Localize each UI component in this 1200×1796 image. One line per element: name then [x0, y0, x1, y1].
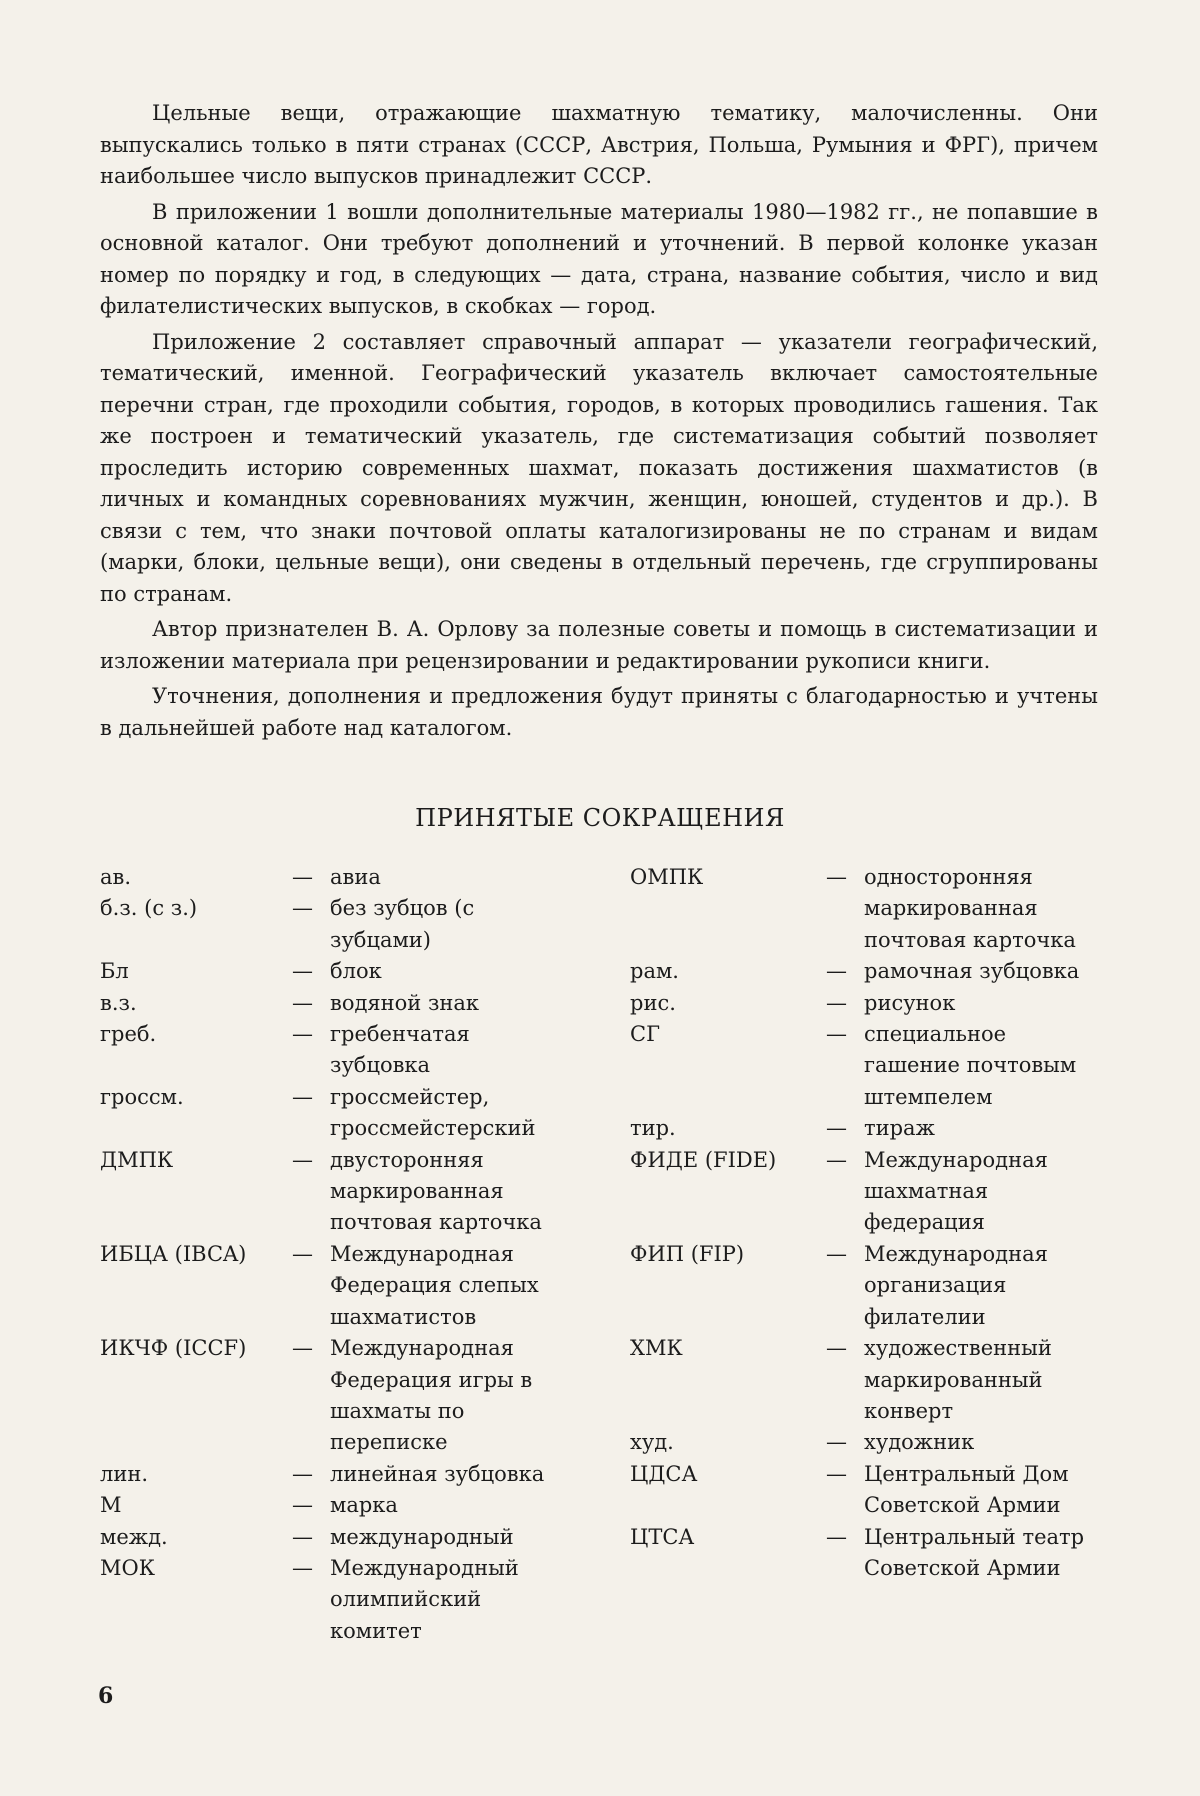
abbreviation-entry [100, 1522, 570, 1553]
abbreviation-entry [630, 988, 1100, 1019]
abbreviation-entry [100, 1459, 570, 1490]
abbreviation-term: ФИП (FIP) [630, 1241, 745, 1266]
abbreviation-term: рам. [630, 959, 679, 984]
abbreviation-dash: — [826, 1336, 847, 1361]
abbreviation-term: ИБЦА (IBCA) [100, 1241, 247, 1266]
abbreviation-dash: — [826, 1022, 847, 1047]
abbreviation-dash: — [826, 1116, 847, 1141]
abbreviation-definition: двусторонняя маркированная почтовая карточка [330, 1147, 542, 1235]
abbreviation-term: худ. [630, 1430, 674, 1455]
abbreviation-entry [630, 1427, 1100, 1458]
abbreviation-entry [100, 1239, 570, 1333]
abbreviation-dash: — [292, 1524, 313, 1549]
abbreviation-definition: специальное гашение почтовым штемпелем [864, 1022, 1077, 1109]
abbreviation-dash: — [292, 1241, 313, 1266]
abbreviation-entry [630, 862, 1100, 956]
abbreviation-term: тир. [630, 1116, 676, 1141]
abbreviation-entry [630, 1459, 1100, 1522]
abbreviation-term: ЦДСА [630, 1461, 698, 1486]
abbreviation-definition: тираж [864, 1116, 935, 1141]
abbreviation-term: ЦТСА [630, 1524, 695, 1549]
abbreviation-entry [100, 1082, 570, 1145]
abbreviation-term: ав. [100, 865, 132, 889]
paragraph: Приложение 2 составляет справочный аппарат — указатели географический, тематический, именной. Географический указатель включает самостоятельные перечни стран, где проходили события, городов, в которых проводились гашения. Так же построен и тематический указатель, где систематизация событий позволяет проследить историю современных шахмат, показать достижения шахматистов (в личных и командных соревнованиях мужчин, женщин, юношей, студентов и др.). В связи с тем, что знаки почтовой оплаты каталогизированы не по странам и видам (марки, блоки, цельные вещи), они сведены в отдельный перечень, где сгруппированы по странам. [100, 329, 1098, 606]
abbreviation-definition: Международная шахматная федерация [864, 1147, 1048, 1235]
abbreviation-definition: художественный маркированный конверт [864, 1336, 1052, 1423]
abbreviation-entry [630, 1522, 1100, 1585]
paragraph: В приложении 1 вошли дополнительные материалы 1980—1982 гг., не попавшие в основной каталог. Они требуют дополнений и уточнений. В первой колонке указан номер по порядку и год, в следующих — дата, страна, название события, число и вид филателистических выпусков, в скобках — город. [100, 199, 1098, 318]
abbreviation-definition: марка [330, 1493, 398, 1518]
abbreviation-definition: художник [864, 1430, 975, 1455]
abbreviation-definition: водяной знак [330, 990, 480, 1015]
paragraph: Автор признателен В. А. Орлову за полезные советы и помощь в систематизации и изложении материала при рецензировании и редактировании рукописи книги. [100, 617, 1098, 673]
abbreviation-entry [100, 862, 570, 893]
abbreviation-entry [100, 956, 570, 987]
abbreviation-term: лин. [100, 1461, 149, 1486]
abbreviation-definition: блок [330, 959, 382, 984]
abbreviation-term: СГ [630, 1022, 660, 1047]
body-text [100, 98, 1098, 748]
abbreviation-dash: — [292, 1461, 313, 1486]
abbreviation-term: МОК [100, 1555, 155, 1580]
abbreviation-definition: авиа [330, 865, 381, 889]
abbreviation-entry [630, 1239, 1100, 1333]
abbreviation-term: ДМПК [100, 1147, 174, 1172]
abbreviation-definition: Международная Федерация слепых шахматистов [330, 1241, 539, 1329]
abbreviation-dash: — [826, 990, 847, 1015]
section-title: ПРИНЯТЫЕ СОКРАЩЕНИЯ [415, 804, 785, 832]
abbreviation-dash: — [292, 896, 313, 921]
abbreviation-dash: — [826, 1241, 847, 1266]
abbreviation-definition: Международный олимпийский комитет [330, 1555, 519, 1643]
abbreviation-dash: — [826, 959, 847, 984]
abbreviation-entry [100, 1553, 570, 1647]
abbreviation-definition: гроссмейстер, гроссмейстерский [330, 1084, 536, 1141]
abbreviation-entry [100, 1019, 570, 1082]
abbreviation-dash: — [292, 1336, 313, 1361]
abbreviation-term: б.з. (с з.) [100, 896, 198, 921]
abbreviation-entry [100, 1145, 570, 1239]
abbreviation-term: гроссм. [100, 1084, 184, 1109]
abbreviation-entry [630, 1019, 1100, 1113]
abbreviation-term: в.з. [100, 990, 137, 1015]
abbreviation-dash: — [826, 1430, 847, 1455]
abbreviations-right-column [630, 862, 1100, 1584]
abbreviation-definition: гребенчатая зубцовка [330, 1022, 470, 1078]
abbreviation-term: греб. [100, 1022, 157, 1047]
abbreviation-definition: без зубцов (с зубцами) [330, 896, 475, 952]
abbreviation-dash: — [292, 1084, 313, 1109]
abbreviation-term: ИКЧФ (ICCF) [100, 1336, 247, 1361]
abbreviation-dash: — [826, 1147, 847, 1172]
abbreviation-entry [630, 1145, 1100, 1239]
abbreviation-dash: — [292, 959, 313, 984]
abbreviation-dash: — [292, 1493, 313, 1518]
abbreviation-term: Бл [100, 959, 129, 984]
paragraph: Цельные вещи, отражающие шахматную тематику, малочисленны. Они выпускались только в пяти странах (СССР, Австрия, Польша, Румыния и ФРГ), причем наибольшее число выпусков принадлежит СССР. [100, 101, 1098, 188]
paragraph: Уточнения, дополнения и предложения будут приняты с благодарностью и учтены в дальнейшей работе над каталогом. [100, 684, 1098, 740]
page-number: 6 [98, 1683, 114, 1709]
abbreviation-definition: Центральный театр Советской Армии [864, 1524, 1085, 1580]
abbreviation-entry [630, 1333, 1100, 1427]
abbreviation-dash: — [292, 990, 313, 1015]
abbreviation-term: М [100, 1493, 122, 1518]
abbreviation-term: ФИДЕ (FIDE) [630, 1147, 777, 1172]
abbreviation-definition: Международная организация филателии [864, 1241, 1048, 1329]
abbreviation-term: ХМК [630, 1336, 683, 1361]
abbreviation-entry [100, 988, 570, 1019]
abbreviation-dash: — [292, 865, 313, 889]
abbreviation-dash: — [826, 1524, 847, 1549]
abbreviation-entry [100, 1490, 570, 1521]
abbreviation-dash: — [292, 1555, 313, 1580]
abbreviation-definition: рисунок [864, 990, 956, 1015]
abbreviation-term: рис. [630, 990, 676, 1015]
abbreviation-term: ОМПК [630, 865, 704, 889]
abbreviation-definition: линейная зубцовка [330, 1461, 545, 1486]
abbreviation-entry [630, 956, 1100, 987]
abbreviations-left-column [100, 862, 570, 1647]
abbreviation-entry [100, 1333, 570, 1459]
abbreviation-definition: международный [330, 1524, 514, 1549]
abbreviation-dash: — [826, 1461, 847, 1486]
abbreviation-definition: Центральный Дом Советской Армии [864, 1461, 1069, 1518]
abbreviation-dash: — [292, 1022, 313, 1047]
abbreviation-dash: — [292, 1147, 313, 1172]
abbreviation-term: межд. [100, 1524, 168, 1549]
abbreviation-entry [630, 1113, 1100, 1144]
abbreviation-dash: — [826, 865, 847, 889]
abbreviation-definition: рамочная зубцовка [864, 959, 1080, 984]
abbreviation-definition: односторонняя маркированная почтовая карточка [864, 865, 1076, 952]
abbreviation-definition: Международная Федерация игры в шахматы по переписке [330, 1336, 533, 1455]
abbreviation-entry [100, 893, 570, 956]
